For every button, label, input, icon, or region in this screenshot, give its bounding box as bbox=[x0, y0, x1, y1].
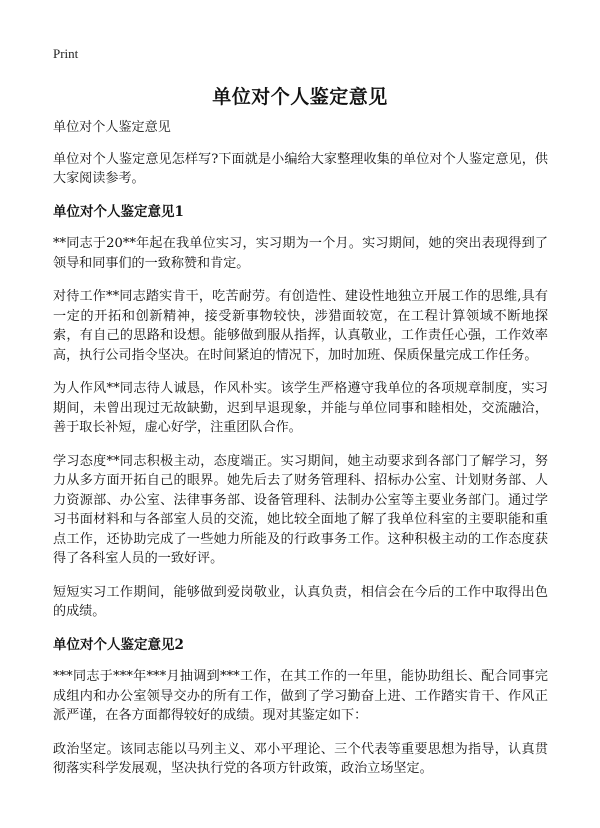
section-1-paragraph: **同志于20**年起在我单位实习，实习期为一个月。实习期间，她的突出表现得到了领导和同事们的一致称赞和肯定。 bbox=[53, 236, 548, 271]
section-heading-2: 单位对个人鉴定意见2 bbox=[53, 636, 184, 653]
section-1-paragraph: 对待工作**同志踏实肯干，吃苦耐劳。有创造性、建设性地独立开展工作的思维,具有一定的开拓和创新精神，接受新事物较快，涉猎面较宽，在工程计算领域不断地探索，有自己的思路和设想。能够做到服从指挥，认真敬业，工作责任心强，工作效率高，执行公司指令坚决。在时间紧迫的情况下，加时加班、保质保量完成工作任务。 bbox=[53, 289, 548, 363]
document-subtitle: 单位对个人鉴定意见 bbox=[53, 120, 171, 135]
section-2-paragraph: ***同志于***年***月抽调到***工作，在其工作的一年里，能协助组长、配合同事完成组内和办公室领导交办的所有工作，做到了学习勤奋上进、工作踏实肯干、作风正派严谨，在各方面都得较好的成绩。现对其鉴定如下： bbox=[53, 669, 548, 723]
print-link[interactable]: Print bbox=[53, 46, 79, 61]
section-heading-1: 单位对个人鉴定意见1 bbox=[53, 203, 184, 220]
section-1-paragraph: 为人作风**同志待人诚恳，作风朴实。该学生严格遵守我单位的各项规章制度，实习期间，未曾出现过无故缺勤，迟到早退现象，并能与单位同事和睦相处，交流融洽，善于取长补短，虚心好学，注重团队合作。 bbox=[53, 381, 548, 435]
section-1-paragraph: 短短实习工作期间，能够做到爱岗敬业，认真负责，相信会在今后的工作中取得出色的成绩。 bbox=[53, 584, 548, 619]
section-1-paragraph: 学习态度**同志积极主动，态度端正。实习期间，她主动要求到各部门了解学习，努力从多方面开拓自己的眼界。她先后去了财务管理科、招标办公室、计划财务部、人力资源部、办公室、法律事务部、设备管理科、法制办公室等主要业务部门。通过学习书面材料和与各部室人员的交流，她比较全面地了解了我单位科室的主要职能和重点工作，还协助完成了一些她力所能及的行政事务工作。这种积极主动的工作态度获得了各科室人员的一致好评。 bbox=[53, 453, 548, 566]
intro-paragraph: 单位对个人鉴定意见怎样写?下面就是小编给大家整理收集的单位对个人鉴定意见，供大家阅读参考。 bbox=[53, 151, 548, 186]
document-body bbox=[53, 118, 548, 793]
section-2-paragraph: 政治坚定。该同志能以马列主义、邓小平理论、三个代表等重要思想为指导，认真贯彻落实科学发展观，坚决执行党的各项方针政策，政治立场坚定。 bbox=[53, 741, 548, 776]
page-title: 单位对个人鉴定意见 bbox=[212, 86, 388, 108]
